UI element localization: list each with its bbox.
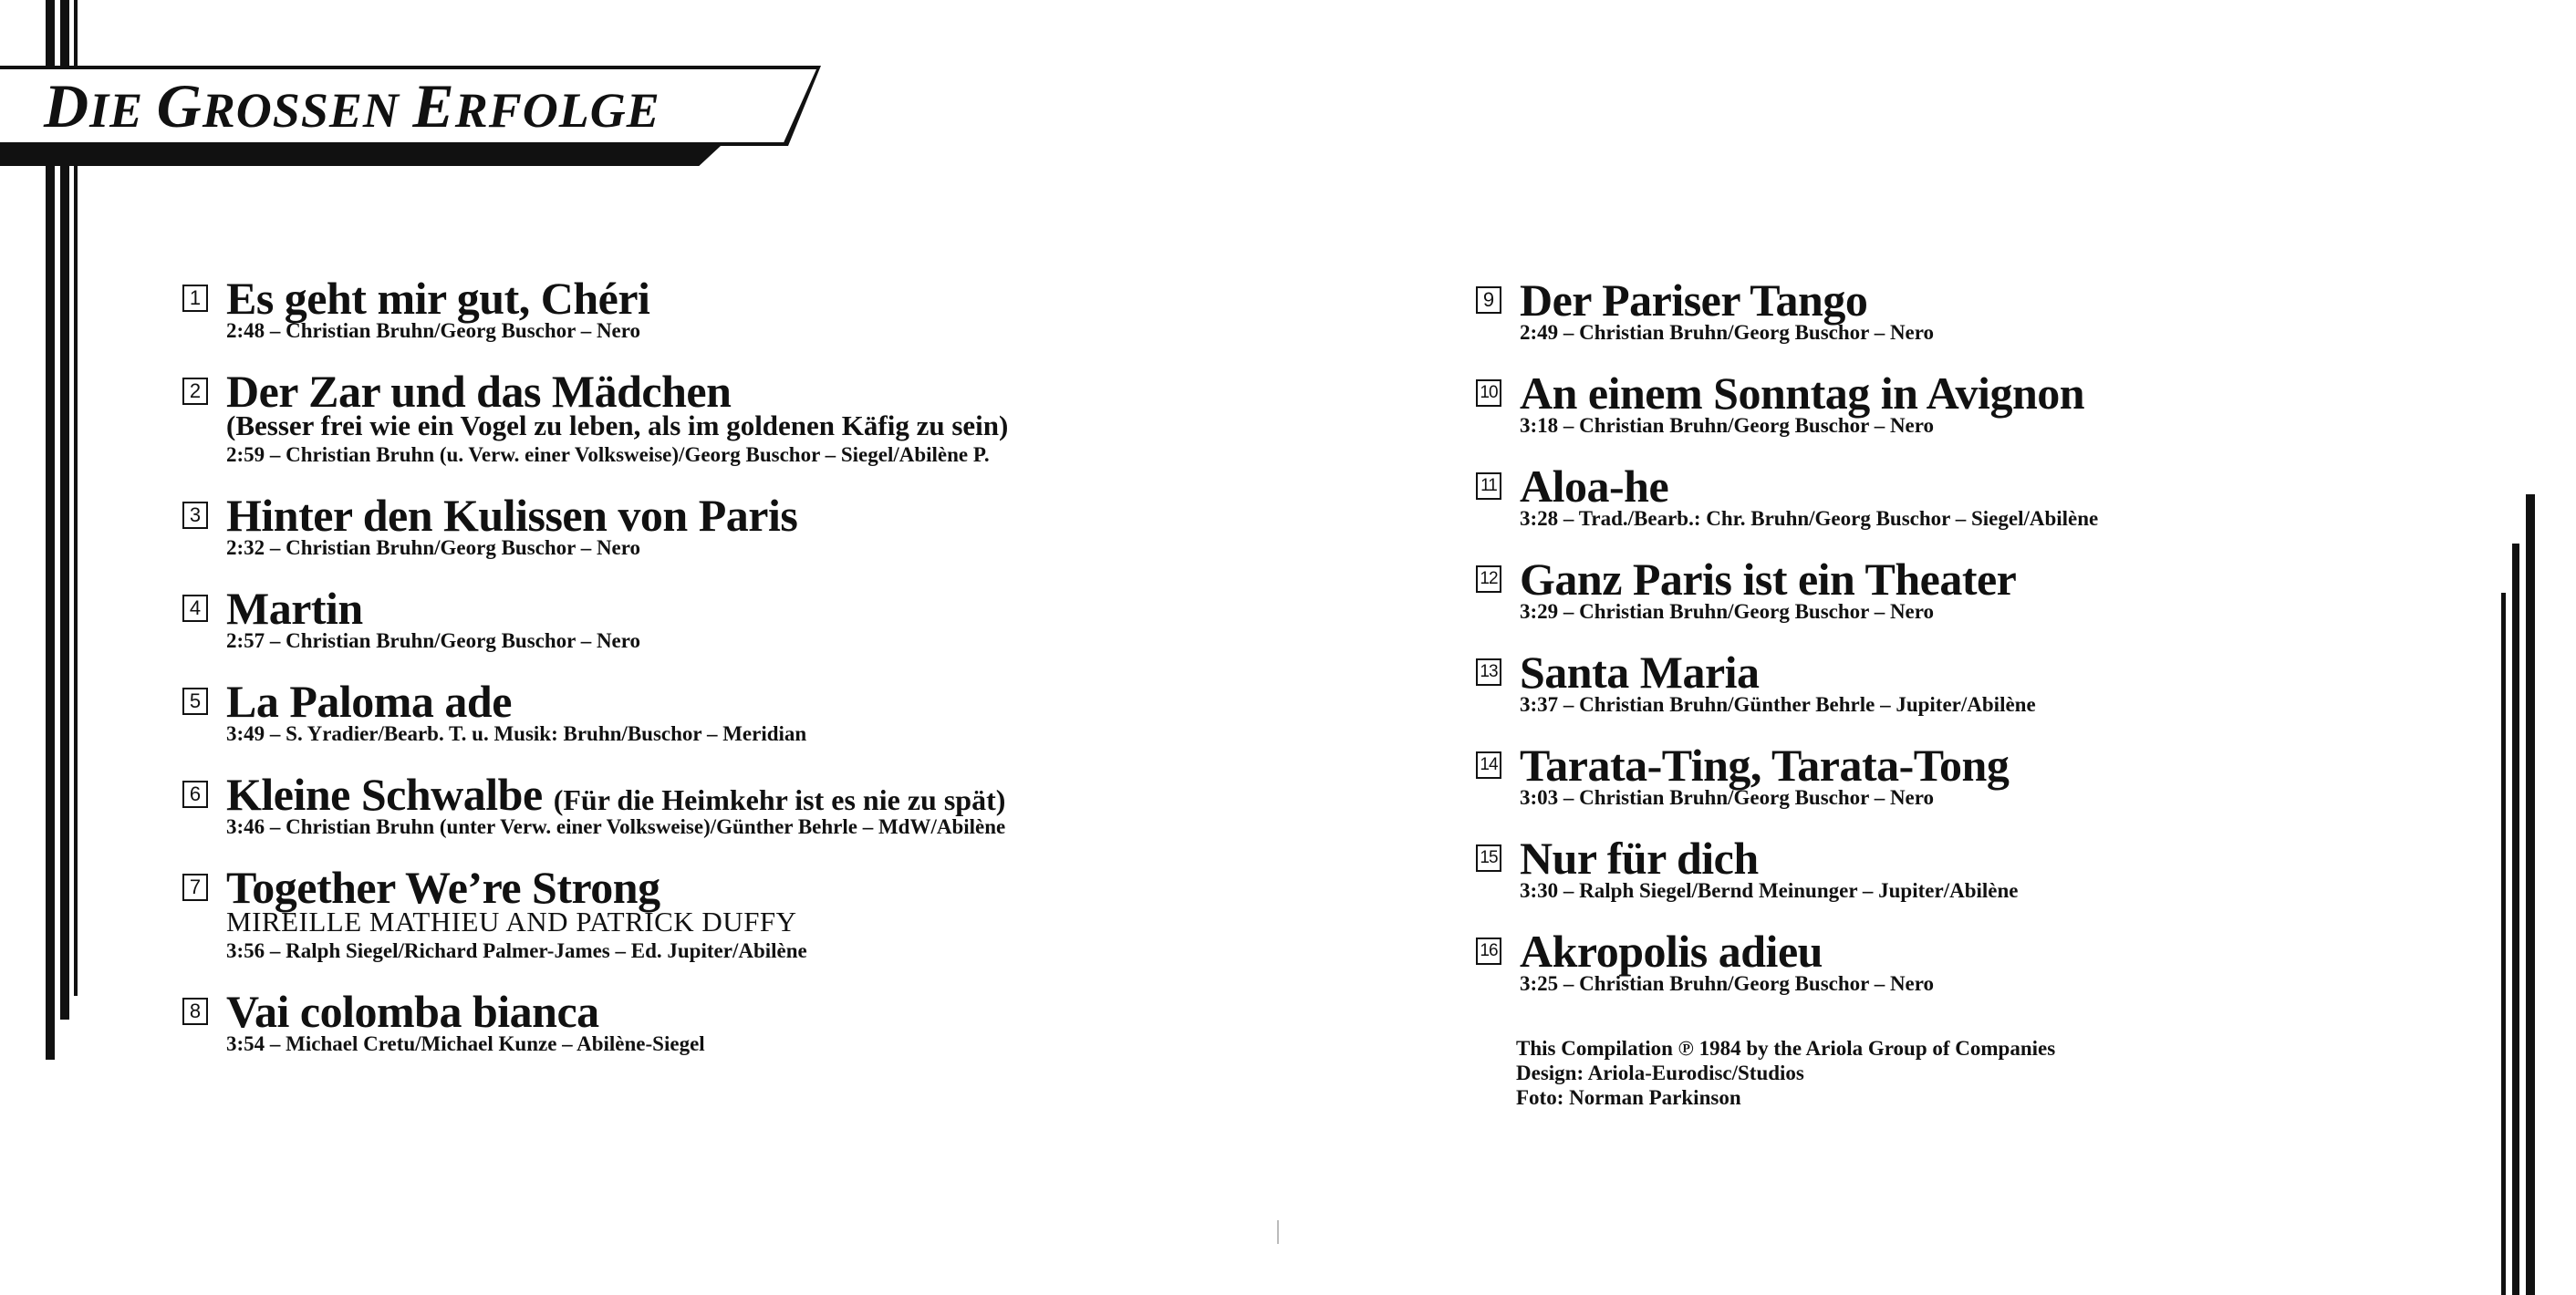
track-credits: 3:03 – Christian Bruhn/Georg Buschor – Nero <box>1520 786 1935 809</box>
track-title: Martin <box>226 583 363 634</box>
track-number: 4 <box>182 595 208 622</box>
track-number: 14 <box>1476 751 1501 779</box>
track-number: 5 <box>182 688 208 715</box>
right-stripe-2 <box>2512 544 2519 1295</box>
track-credits: 3:54 – Michael Cretu/Michael Kunze – Abilène-Siegel <box>226 1032 705 1055</box>
track-title: Aloa-he <box>1520 461 1669 512</box>
track-number: 12 <box>1476 565 1501 593</box>
track-number: 13 <box>1476 658 1501 686</box>
track-number: 10 <box>1476 379 1501 407</box>
track-title: Nur für dich <box>1520 833 1759 884</box>
track-credits: 3:28 – Trad./Bearb.: Chr. Bruhn/Georg Buschor – Siegel/Abilène <box>1520 507 2099 530</box>
design-line: Design: Ariola-Eurodisc/Studios <box>1516 1062 1804 1084</box>
track-credits: 2:32 – Christian Bruhn/Georg Buschor – Nero <box>226 536 641 559</box>
track-credits: 3:25 – Christian Bruhn/Georg Buschor – Nero <box>1520 972 1935 995</box>
track-credits: 3:37 – Christian Bruhn/Günther Behrle – Jupiter/Abilène <box>1520 693 2036 716</box>
track-title: Es geht mir gut, Chéri <box>226 273 650 324</box>
track-number: 7 <box>182 874 208 901</box>
track-title: Santa Maria <box>1520 647 1760 698</box>
page-fold-mark <box>1277 1220 1279 1244</box>
track-title: La Paloma ade <box>226 676 512 727</box>
track-credits: 3:18 – Christian Bruhn/Georg Buschor – Nero <box>1520 414 1935 437</box>
track-credits: 3:49 – S. Yradier/Bearb. T. u. Musik: Bruhn/Buschor – Meridian <box>226 722 807 745</box>
photo-line: Foto: Norman Parkinson <box>1516 1086 1741 1109</box>
track-subtitle: (Besser frei wie ein Vogel zu leben, als im goldenen Käfig zu sein) <box>226 409 1009 441</box>
track-credits: 3:29 – Christian Bruhn/Georg Buschor – Nero <box>1520 600 1935 623</box>
track-number: 1 <box>182 285 208 312</box>
track-credits: 2:57 – Christian Bruhn/Georg Buschor – Nero <box>226 629 641 652</box>
track-title: Akropolis adieu <box>1520 926 1823 977</box>
copyright-line: This Compilation ℗ 1984 by the Ariola Group of Companies <box>1516 1037 2056 1060</box>
track-credits: 2:59 – Christian Bruhn (u. Verw. einer Volksweise)/Georg Buschor – Siegel/Abilène P. <box>226 443 990 466</box>
track-number: 9 <box>1476 286 1501 314</box>
track-title: Together We’re Strong <box>226 862 660 913</box>
track-credits: 2:48 – Christian Bruhn/Georg Buschor – Nero <box>226 319 641 342</box>
track-credits: 3:30 – Ralph Siegel/Bernd Meinunger – Jupiter/Abilène <box>1520 879 2019 902</box>
track-number: 16 <box>1476 938 1501 965</box>
track-credits: 2:49 – Christian Bruhn/Georg Buschor – Nero <box>1520 321 1935 344</box>
track-number: 3 <box>182 502 208 529</box>
track-number: 11 <box>1476 472 1501 500</box>
track-title: Der Pariser Tango <box>1520 275 1868 326</box>
track-title-suffix: (Für die Heimkehr ist es nie zu spät) <box>553 783 1006 816</box>
track-credits: 3:46 – Christian Bruhn (unter Verw. einer Volksweise)/Günther Behrle – MdW/Abilène <box>226 815 1006 838</box>
track-number: 15 <box>1476 844 1501 872</box>
track-title: Vai colomba bianca <box>226 986 599 1037</box>
track-title: Tarata-Ting, Tarata-Tong <box>1520 740 2010 791</box>
production-credits <box>1516 1036 2055 1110</box>
banner-underline <box>0 146 721 166</box>
track-number: 8 <box>182 998 208 1025</box>
track-title: Hinter den Kulissen von Paris <box>226 490 798 541</box>
track-artists: MIREILLE MATHIEU AND PATRICK DUFFY <box>226 906 797 938</box>
right-stripe-1 <box>2501 593 2506 1295</box>
track-credits: 3:56 – Ralph Siegel/Richard Palmer-James – Ed. Jupiter/Abilène <box>226 939 807 962</box>
track-number: 6 <box>182 781 208 808</box>
track-number: 2 <box>182 378 208 405</box>
track-title-main: Kleine Schwalbe <box>226 769 543 820</box>
track-title: Der Zar und das Mädchen <box>226 366 732 417</box>
right-stripe-3 <box>2526 494 2535 1295</box>
track-title: An einem Sonntag in Avignon <box>1520 368 2085 419</box>
page-title: DIE GROSSEN ERFOLGE <box>44 71 660 140</box>
track-title: Ganz Paris ist ein Theater <box>1520 554 2017 605</box>
